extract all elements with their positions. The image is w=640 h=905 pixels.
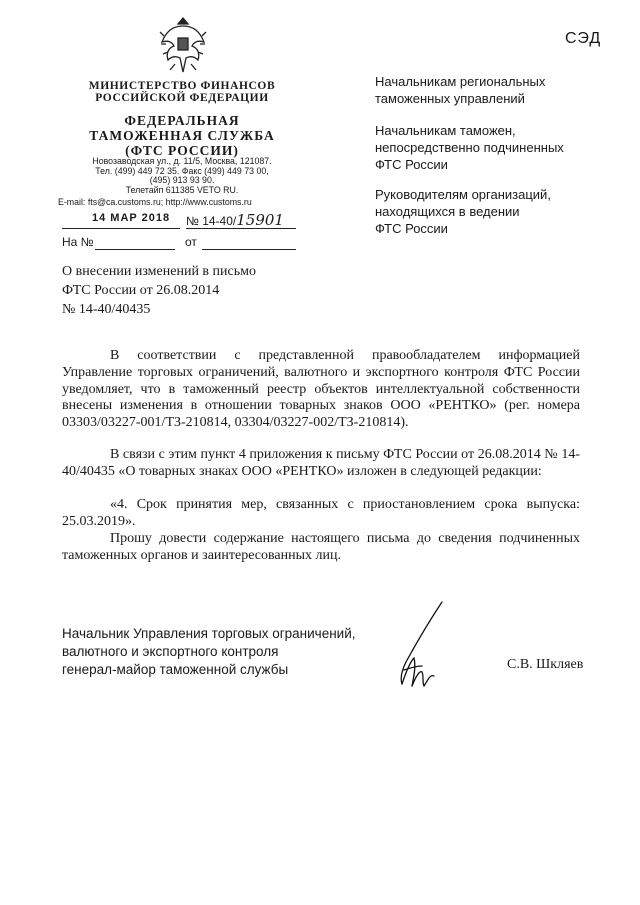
ministry-name: [62, 80, 302, 104]
contact-block: [62, 157, 302, 195]
address-text: Новозаводская ул., д. 11/5, Москва, 121087.: [92, 156, 272, 166]
body-paragraph-1: В соответствии с представленной правообладателем информацией Управление торговых ограничений, валютного и экспортного контроля ФТС России уведомляет, что в таможенный реестр объектов интеллектуальной собственности внесены изменения в отношении товарных знаков ООО «РЕНТКО» (рег. номера 03303/03227-001/ТЗ-210814, 03304/03227-002/ТЗ-210814).: [62, 348, 580, 431]
number-underline: [186, 228, 296, 229]
number-handwritten: 15901: [236, 211, 284, 229]
na-underline: [95, 249, 175, 250]
handwritten-signature: [392, 600, 452, 692]
addressee-3: [375, 186, 615, 237]
addressee-1-line-1: Начальникам региональных: [375, 74, 546, 89]
body-paragraph-4: Прошу довести содержание настоящего письма до сведения подчиненных таможенных органов и заинтересованных лиц.: [62, 531, 580, 563]
email-text: E-mail: fts@ca.customs.ru; http://www.customs.ru: [58, 197, 252, 207]
phone-text: Тел. (499) 449 72 35. Факс (499) 449 73 00,: [95, 165, 269, 176]
outgoing-number: [186, 211, 284, 229]
na-label: На №: [62, 235, 94, 249]
addressee-1: [375, 73, 615, 107]
phone2-text: (495) 913 93 90.: [149, 175, 215, 186]
signatory-line-2: валютного и экспортного контроля: [62, 643, 279, 659]
teletype-text: Телетайп 611385 VETO RU.: [125, 184, 239, 195]
service-line-3: (ФТС РОССИИ): [125, 143, 239, 158]
subject-line-1: О внесении изменений в письмо: [62, 264, 256, 279]
ministry-line-2: РОССИЙСКОЙ ФЕДЕРАЦИИ: [95, 92, 269, 104]
addressee-2-line-1: Начальникам таможен,: [375, 123, 516, 138]
letter-subject: [62, 262, 322, 319]
date-stamp: 14 MAP 2018: [92, 212, 171, 224]
body-paragraph-3: «4. Срок принятия мер, связанных с приостановлением срока выпуска: 25.03.2019».: [62, 497, 580, 529]
ministry-line-1: МИНИСТЕРСТВО ФИНАНСОВ: [88, 80, 276, 92]
service-line-1: ФЕДЕРАЛЬНАЯ: [124, 113, 240, 128]
date-underline: [62, 228, 180, 229]
subject-line-2: ФТС России от 26.08.2014: [62, 283, 220, 298]
signatory-line-1: Начальник Управления торговых ограничений,: [62, 626, 356, 641]
addressee-2-line-3: ФТС России: [375, 157, 448, 172]
addressee-2: [375, 122, 615, 173]
service-name: [62, 113, 302, 158]
addressee-3-line-3: ФТС России: [375, 221, 448, 236]
ot-label: от: [185, 235, 197, 249]
subject-line-3: № 14-40/40435: [62, 302, 151, 317]
signatory-title: [62, 625, 382, 678]
addressee-1-line-2: таможенных управлений: [375, 91, 525, 106]
sed-mark: СЭД: [565, 30, 602, 47]
signatory-line-3: генерал-майор таможенной службы: [62, 661, 289, 677]
number-prefix: № 14-40/: [186, 214, 237, 228]
body-paragraph-2: В связи с этим пункт 4 приложения к письму ФТС России от 26.08.2014 № 14-40/40435 «О товарных знаках ООО «РЕНТКО» изложен в следующей редакции:: [62, 447, 580, 479]
addressee-3-line-2: находящихся в ведении: [375, 204, 520, 219]
signatory-name: С.В. Шкляев: [507, 657, 584, 672]
addressee-3-line-1: Руководителям организаций,: [375, 187, 551, 202]
service-line-2: ТАМОЖЕННАЯ СЛУЖБА: [89, 128, 275, 143]
addressee-2-line-2: непосредственно подчиненных: [375, 140, 564, 155]
ot-underline: [202, 249, 296, 250]
coat-of-arms-icon: [158, 14, 208, 76]
